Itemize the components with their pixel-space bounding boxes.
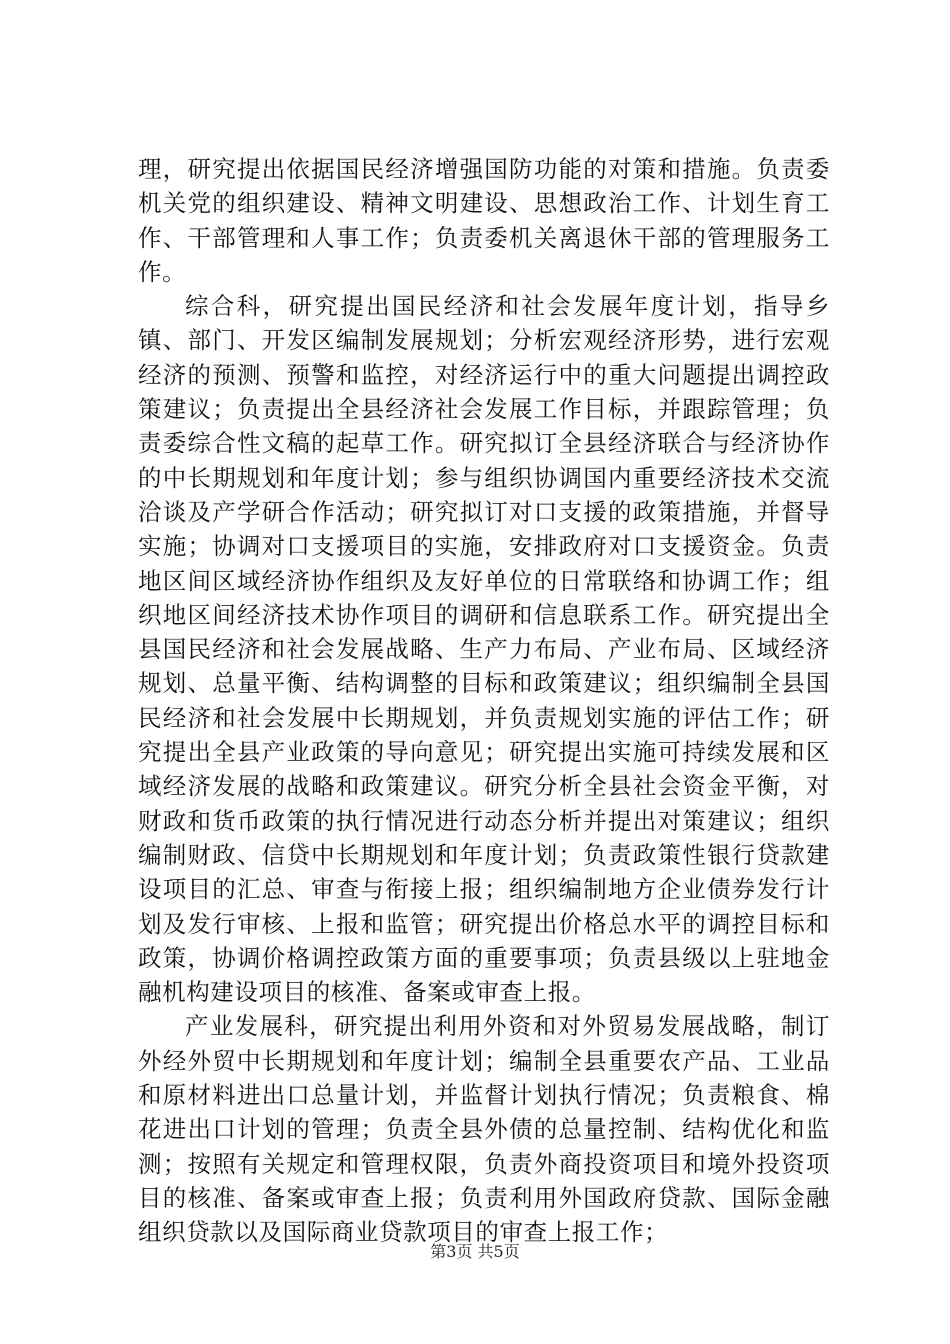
paragraph-general-section: 综合科，研究提出国民经济和社会发展年度计划，指导乡镇、部门、开发区编制发展规划；分析宏观经济形势，进行宏观经济的预测、预警和监控，对经济运行中的重大问题提出调控政策建议；负责提出全县经济社会发展工作目标，并跟踪管理；负责委综合性文稿的起草工作。研究拟订全县经济联合与经济协作的中长期规划和年度计划；参与组织协调国内重要经济技术交流洽谈及产学研合作活动；研究拟订对口支援的政策措施，并督导实施；协调对口支援项目的实施，安排政府对口支援资金。负责地区间区域经济协作组织及友好单位的日常联络和协调工作；组织地区间经济技术协作项目的调研和信息联系工作。研究提出全县国民经济和社会发展战略、生产力布局、产业布局、区域经济规划、总量平衡、结构调整的目标和政策建议；组织编制全县国民经济和社会发展中长期规划，并负责规划实施的评估工作；研究提出全县产业政策的导向意见；研究提出实施可持续发展和区域经济发展的战略和政策建议。研究分析全县社会资金平衡，对财政和货币政策的执行情况进行动态分析并提出对策建议；组织编制财政、信贷中长期规划和年度计划；负责政策性银行贷款建设项目的汇总、审查与衔接上报；组织编制地方企业债券发行计划及发行审核、上报和监管；研究提出价格总水平的调控目标和政策，协调价格调控政策方面的重要事项；负责县级以上驻地金融机构建设项目的核准、备案或审查上报。: [138, 292, 830, 1007]
page-footer: 第3页 共5页: [430, 1242, 520, 1261]
document-body: [138, 152, 830, 1250]
paragraph-continuation: 理，研究提出依据国民经济增强国防功能的对策和措施。负责委机关党的组织建设、精神文明建设、思想政治工作、计划生育工作、干部管理和人事工作；负责委机关离退休干部的管理服务工作。: [138, 155, 830, 286]
paragraph-industry-section: 产业发展科，研究提出利用外资和对外贸易发展战略，制订外经外贸中长期规划和年度计划；编制全县重要农产品、工业品和原材料进出口总量计划，并监督计划执行情况；负责粮食、棉花进出口计划的管理；负责全县外债的总量控制、结构优化和监测；按照有关规定和管理权限，负责外商投资项目和境外投资项目的核准、备案或审查上报；负责利用外国政府贷款、国际金融组织贷款以及国际商业贷款项目的审查上报工作；: [138, 1012, 830, 1247]
